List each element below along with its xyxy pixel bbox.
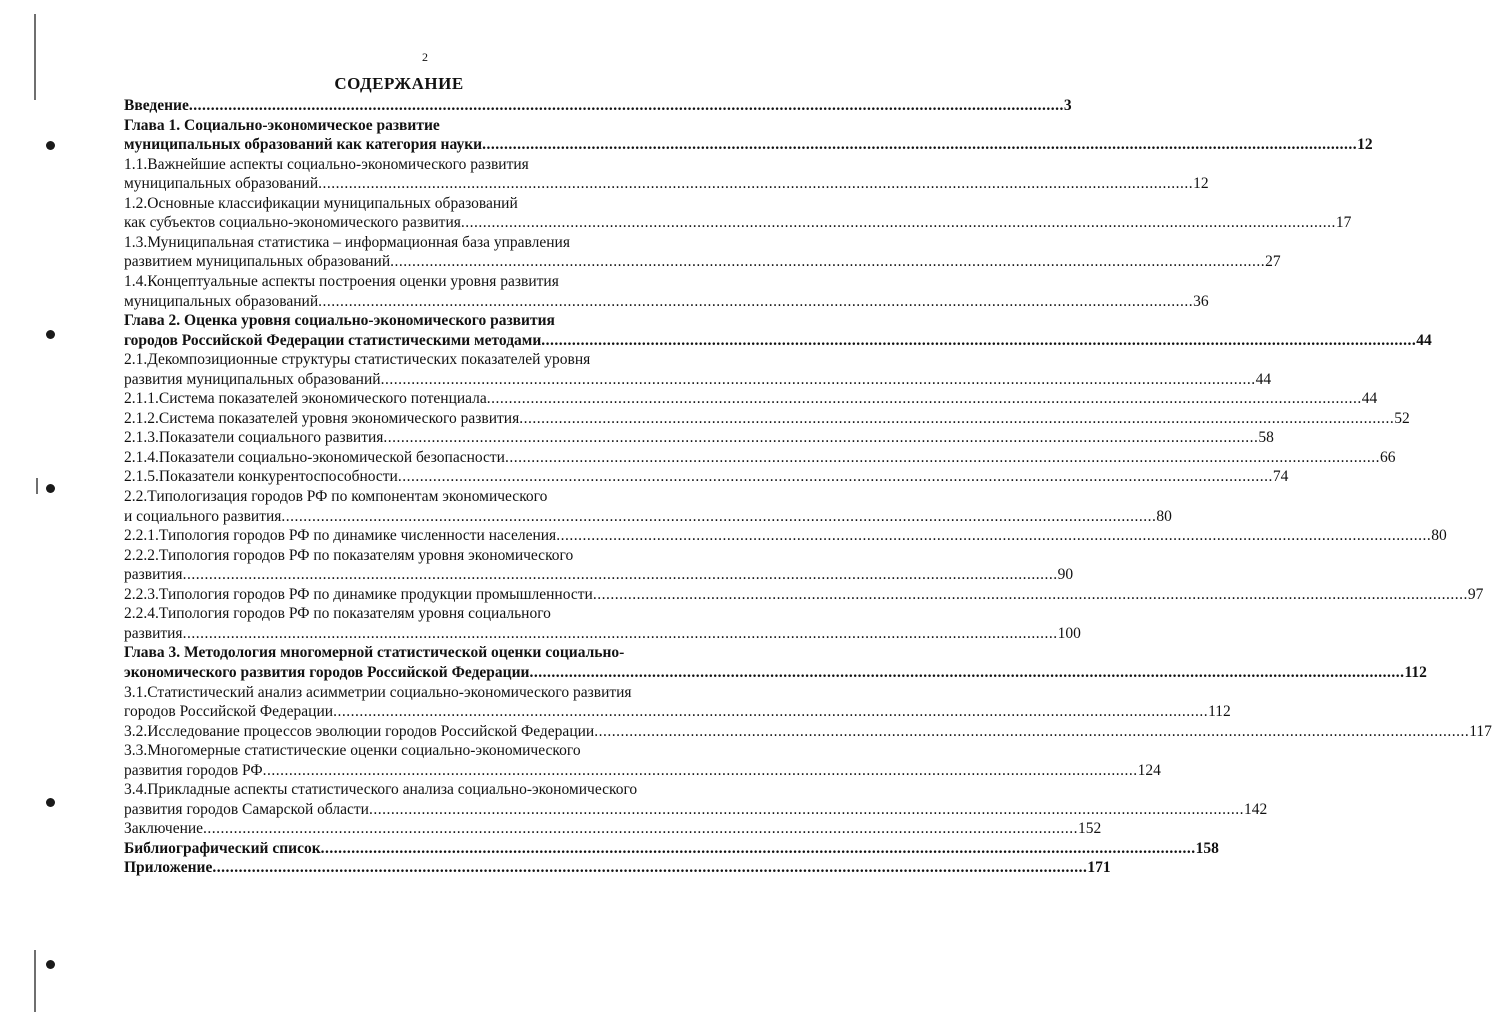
toc-entry-text: 1.2.Основные классификации муниципальных образований (124, 194, 518, 212)
toc-dot-leader: ........................................................................................................................................................................................................ (318, 175, 1194, 193)
toc-entry-text: 2.2.Типологизация городов РФ по компонентам экономического (124, 488, 548, 505)
toc-entry (124, 174, 1209, 194)
toc-entry-text: как субъектов социально-экономического развития (124, 214, 461, 232)
toc-entry (124, 507, 1172, 527)
toc-entry-page: 36 (1193, 292, 1209, 310)
page-title: СОДЕРЖАНИЕ (334, 74, 464, 93)
toc-entry (124, 741, 581, 761)
toc-dot-leader: ........................................................................................................................................................................................................ (383, 429, 1259, 447)
toc-entry-page: 117 (1469, 722, 1492, 740)
toc-entry-page: 12 (1357, 136, 1373, 154)
toc-entry (124, 565, 1074, 585)
toc-entry (124, 819, 1102, 839)
toc-entry (124, 428, 1274, 448)
toc-dot-leader: ........................................................................................................................................................................................................ (182, 566, 1058, 584)
toc-entry-page: 44 (1255, 370, 1272, 388)
toc-entry-page: 52 (1394, 409, 1410, 427)
toc-entry-page: 80 (1156, 507, 1172, 525)
toc-entry-text: 2.1.1.Система показателей экономического потенциала (124, 390, 487, 408)
toc-entry-text: 2.2.3.Типология городов РФ по динамике продукции промышленности (124, 585, 593, 603)
toc-entry (124, 96, 1072, 116)
toc-entry-text: Глава 1. Социально-экономическое развитие (124, 116, 440, 134)
toc-dot-leader: ........................................................................................................................................................................................................ (556, 527, 1432, 545)
toc-entry (124, 761, 1161, 781)
toc-entry-text: 2.2.4.Типология городов РФ по показателям уровня социального (124, 605, 551, 623)
toc-entry (124, 467, 1289, 487)
scan-dot-4 (46, 798, 55, 807)
toc-entry-page: 44 (1361, 390, 1378, 408)
toc-entry-text: Введение (124, 97, 189, 114)
scan-edge-line-bottom (34, 950, 36, 1012)
toc-entry-page: 100 (1057, 624, 1081, 642)
toc-entry-text: 2.1.5.Показатели конкурентоспособности (124, 468, 398, 486)
toc-entry (124, 487, 547, 507)
toc-dot-leader: ........................................................................................................................................................................................................ (333, 703, 1209, 721)
toc-entry (124, 389, 1378, 409)
toc-dot-leader: ........................................................................................................................................................................................................ (519, 409, 1395, 427)
toc-entry-text: 3.1.Статистический анализ асимметрии социально-экономического развития (124, 683, 632, 701)
toc-dot-leader: ........................................................................................................................................................................................................ (594, 722, 1470, 740)
toc-dot-leader: ........................................................................................................................................................................................................ (460, 214, 1336, 232)
toc-dot-leader: ........................................................................................................................................................................................................ (486, 390, 1362, 408)
toc-entry (124, 604, 551, 624)
toc-entry (124, 780, 637, 800)
toc-entry (124, 350, 590, 370)
toc-entry-page: 124 (1137, 761, 1161, 779)
toc-entry-text: муниципальных образований (124, 175, 319, 193)
toc-entry (124, 526, 1447, 546)
toc-entry-text: 1.3.Муниципальная статистика – информационная база управления (124, 233, 570, 251)
toc-entry (124, 194, 518, 214)
toc-entry-text: 1.1.Важнейшие аспекты социально-экономического развития (124, 155, 529, 173)
toc-entry-page: 97 (1467, 585, 1484, 603)
toc-entry-text: 1.4.Концептуальные аспекты построения оценки уровня развития (124, 272, 559, 290)
toc-dot-leader: ........................................................................................................................................................................................................ (203, 820, 1079, 838)
scan-dot-3 (46, 484, 55, 493)
toc-entry-page: 3 (1063, 97, 1072, 114)
toc-entry-text: 2.1.3.Показатели социального развития (124, 429, 384, 447)
toc-entry (124, 858, 1111, 878)
toc-entry-text: муниципальных образований как категория науки (124, 136, 483, 154)
scan-dot-2 (46, 330, 55, 339)
toc-dot-leader: ........................................................................................................................................................................................................ (368, 800, 1244, 818)
toc-entry-page: 12 (1193, 175, 1209, 193)
toc-entry (124, 663, 1427, 683)
toc-entry (124, 683, 632, 703)
toc-entry-page: 152 (1078, 820, 1102, 838)
toc-entry-text: 3.3.Многомерные статистические оценки социально-экономического (124, 742, 581, 760)
toc-dot-leader: ........................................................................................................................................................................................................ (182, 624, 1058, 642)
toc-entry-text: 2.2.1.Типология городов РФ по динамике численности населения (124, 527, 557, 545)
toc-entry (124, 155, 529, 175)
toc-entry-page: 112 (1208, 703, 1231, 721)
toc-dot-leader: ........................................................................................................................................................................................................ (482, 136, 1358, 154)
toc-entry (124, 839, 1219, 859)
toc-dot-leader: ........................................................................................................................................................................................................ (529, 663, 1405, 681)
toc-entry-text: Библиографический список (124, 839, 321, 857)
toc-entry-text: Заключение (124, 820, 204, 838)
toc-dot-leader: ........................................................................................................................................................................................................ (262, 761, 1138, 779)
toc-dot-leader: ........................................................................................................................................................................................................ (397, 468, 1273, 486)
toc-entry (124, 800, 1268, 820)
toc-entry-page: 58 (1258, 429, 1274, 447)
toc-dot-leader: ........................................................................................................................................................................................................ (281, 507, 1157, 525)
toc-entry-text: 2.2.2.Типология городов РФ по показателям уровня экономического (124, 546, 574, 564)
toc-entry-page: 66 (1379, 448, 1396, 466)
toc-entry-text: развития (124, 624, 183, 642)
toc-entry-text: развитием муниципальных образований (124, 253, 391, 271)
toc-entry (124, 722, 1492, 742)
toc-dot-leader: ........................................................................................................................................................................................................ (504, 448, 1380, 466)
toc-entry-text: экономического развития городов Российской Федерации (124, 663, 530, 681)
toc-entry-page: 17 (1335, 214, 1352, 232)
toc-entry (124, 252, 1281, 272)
toc-entry (124, 116, 440, 136)
toc-entry-text: Глава 2. Оценка уровня социально-экономического развития (124, 312, 555, 330)
toc-entry (124, 546, 573, 566)
toc-entry-text: Глава 3. Методология многомерной статистической оценки социально- (124, 644, 625, 662)
toc-entry (124, 409, 1410, 429)
toc-dot-leader: ........................................................................................................................................................................................................ (320, 839, 1196, 857)
toc-dot-leader: ........................................................................................................................................................................................................ (188, 97, 1064, 114)
toc-dot-leader: ........................................................................................................................................................................................................ (592, 585, 1468, 603)
toc-entry (124, 311, 555, 331)
toc-entry-text: 2.1.2.Система показателей уровня экономического развития (124, 409, 520, 427)
scan-dot-1 (46, 141, 55, 150)
page-number: 2 (422, 50, 428, 64)
toc-entry-page: 142 (1243, 800, 1268, 818)
toc-entry (124, 624, 1081, 644)
toc-entry-page: 80 (1431, 527, 1447, 545)
toc-entry (124, 292, 1209, 312)
toc-entry (124, 702, 1231, 722)
toc-entry (124, 370, 1272, 390)
toc-entry-text: развития городов РФ (124, 761, 263, 779)
toc-entry-text: 3.2.Исследование процессов эволюции городов Российской Федерации (124, 722, 595, 740)
toc-dot-leader: ........................................................................................................................................................................................................ (318, 292, 1194, 310)
toc-entry-text: 2.1.Декомпозиционные структуры статистических показателей уровня (124, 351, 591, 369)
toc-dot-leader: ........................................................................................................................................................................................................ (390, 253, 1266, 271)
toc-entry-text: 3.4.Прикладные аспекты статистического анализа социально-экономического (124, 781, 638, 799)
toc-entry-page: 90 (1057, 566, 1074, 584)
toc-dot-leader: ........................................................................................................................................................................................................ (541, 331, 1417, 349)
toc-entry-text: муниципальных образований (124, 292, 319, 310)
toc-entry (124, 643, 624, 663)
toc-entry-page: 74 (1272, 468, 1289, 486)
toc-entry-text: развития (124, 566, 183, 584)
toc-entry-page: 27 (1265, 253, 1281, 271)
toc-entry (124, 448, 1396, 468)
toc-entry (124, 331, 1432, 351)
toc-entry-text: и социального развития (124, 507, 282, 525)
scan-tick (36, 478, 38, 494)
toc-entry-text: развития муниципальных образований (124, 370, 381, 388)
toc-entry-page: 112 (1404, 663, 1427, 681)
toc-entry (124, 233, 570, 253)
toc-dot-leader: ........................................................................................................................................................................................................ (380, 370, 1256, 388)
toc-entry-text: городов Российской Федерации статистическими методами (124, 331, 542, 349)
toc-dot-leader: ........................................................................................................................................................................................................ (212, 859, 1088, 877)
toc-entry-page: 171 (1087, 859, 1111, 877)
toc-entry-text: Приложение (124, 859, 213, 877)
scan-dot-5 (46, 960, 55, 969)
toc-entry (124, 135, 1373, 155)
toc-entry-text: 2.1.4.Показатели социально-экономической безопасности (124, 448, 505, 466)
toc-entry-text: развития городов Самарской области (124, 800, 369, 818)
toc-entry-text: городов Российской Федерации (124, 703, 334, 721)
toc-entry-page: 158 (1195, 839, 1219, 857)
toc-entry (124, 213, 1352, 233)
toc-entry (124, 272, 559, 292)
toc-entry (124, 585, 1484, 605)
toc-entry-page: 44 (1416, 331, 1432, 349)
